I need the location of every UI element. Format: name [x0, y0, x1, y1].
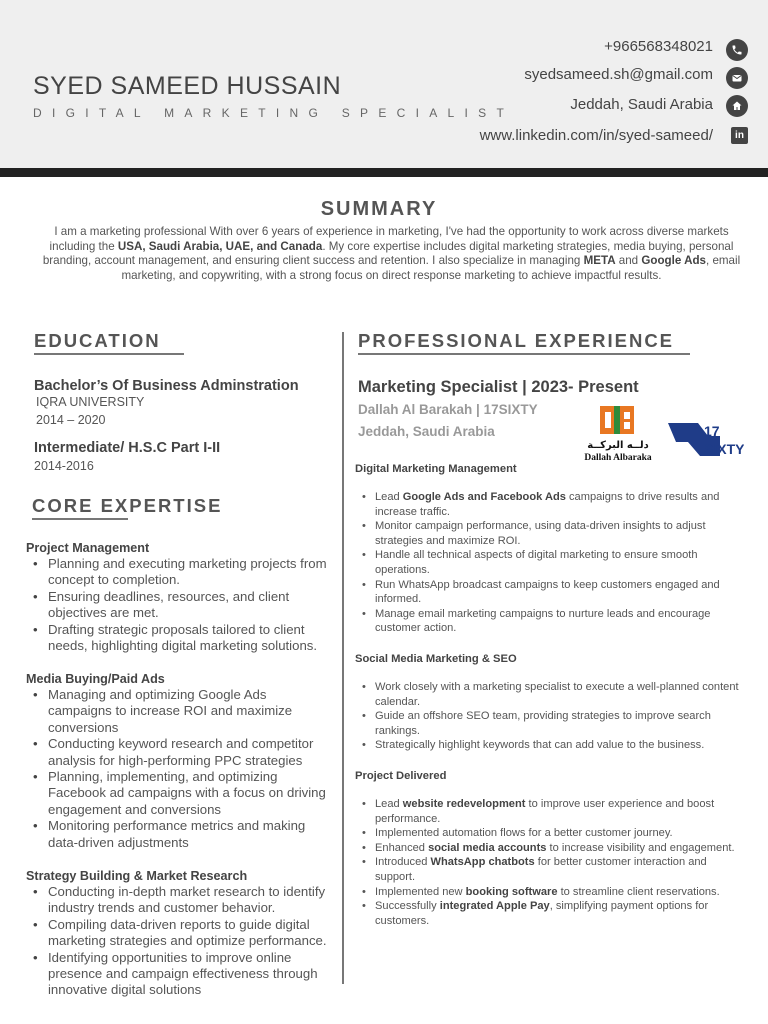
core-expertise-underline — [32, 518, 128, 520]
candidate-name: SYED SAMEED HUSSAIN — [33, 72, 342, 100]
degree-years: 2014 – 2020 — [36, 413, 106, 427]
list-item: • Drafting strategic proposals tailored to client needs, highlighting digital marketing solutions. — [48, 622, 330, 655]
degree-bachelor: Bachelor’s Of Business Adminstration — [34, 378, 299, 394]
list-item: • Handle all technical aspects of digital marketing to ensure smooth operations. — [375, 548, 745, 577]
experience-subheading: Social Media Marketing & SEO — [355, 653, 517, 665]
list-item: • Manage email marketing campaigns to nurture leads and encourage customer action. — [375, 607, 745, 636]
home-icon — [726, 95, 748, 117]
core-group-title: Project Management — [26, 541, 150, 555]
experience-section-projects — [355, 769, 745, 928]
column-divider — [342, 332, 344, 984]
core-group-title: Strategy Building & Market Research — [26, 869, 248, 883]
experience-list — [355, 490, 745, 636]
phone-icon — [726, 39, 748, 61]
list-item: • Successfully integrated Apple Pay, simplifying payment options for customers. — [375, 899, 745, 928]
core-group-project-management — [26, 540, 330, 654]
experience-subheading: Digital Marketing Management — [355, 463, 517, 475]
core-group-strategy — [26, 868, 330, 999]
list-item: • Managing and optimizing Google Ads campaigns to increase ROI and maximize conversions — [48, 687, 330, 736]
education-heading: EDUCATION — [34, 330, 161, 351]
logo-sixty-text: SIXTY — [704, 441, 744, 457]
list-item: • Planning, implementing, and optimizing Facebook ad campaigns with a focus on driving engagement and conversions — [48, 769, 330, 818]
list-item: • Monitor campaign performance, using data-driven insights to adjust strategies and maximize ROI. — [375, 519, 745, 548]
list-item: • Planning and executing marketing projects from concept to completion. — [48, 556, 330, 589]
list-item: • Lead Google Ads and Facebook Ads campaigns to drive results and increase traffic. — [375, 490, 745, 519]
list-item: • Compiling data-driven reports to guide digital marketing strategies and optimize performance. — [48, 917, 330, 950]
education-underline — [34, 353, 184, 355]
dallah-albaraka-logo — [573, 404, 663, 462]
logo-text: Dallah Albaraka — [584, 453, 652, 462]
17sixty-logo — [668, 420, 744, 458]
experience-section-digital — [355, 462, 745, 636]
phone-number[interactable]: +966568348021 — [604, 38, 713, 55]
list-item: • Conducting in-depth market research to identify industry trends and customer behavior. — [48, 884, 330, 917]
degree-intermediate: Intermediate/ H.S.C Part I-II — [34, 440, 221, 456]
experience-subheading: Project Delivered — [355, 770, 447, 782]
list-item: • Work closely with a marketing specialist to execute a well-planned content calendar. — [375, 680, 745, 709]
list-item: • Conducting keyword research and competitor analysis for high-performing PPC strategies — [48, 736, 330, 769]
list-item: • Run WhatsApp broadcast campaigns to keep customers engaged and informed. — [375, 578, 745, 607]
school-name: IQRA UNIVERSITY — [36, 395, 145, 409]
experience-underline — [358, 353, 690, 355]
list-item: • Identifying opportunities to improve online presence and campaign effectiveness through innovative digital solutions — [48, 950, 330, 999]
list-item: • Introduced WhatsApp chatbots for better customer interaction and support. — [375, 855, 745, 884]
job-title: Marketing Specialist | 2023- Present — [358, 378, 639, 396]
list-item: • Enhanced social media accounts to increase visibility and engagement. — [375, 841, 745, 856]
summary-heading: SUMMARY — [320, 198, 438, 220]
email-address[interactable]: syedsameed.sh@gmail.com — [524, 66, 713, 83]
mail-icon — [726, 67, 748, 89]
summary-paragraph: I am a marketing professional With over 6 years of experience in marketing, I've had the opportunity to work across diverse markets including the USA, Saudi Arabia, UAE, and Canada. My core expertise includes digital marketing strategies, media buying, personal branding, account management, and ensuring client success and retention. I also specialize in managing META and Google Ads, email marketing, and copywriting, with a strong focus on direct response marketing to achieve impactful results. — [42, 225, 741, 282]
logo-17-text: 17 — [704, 423, 720, 439]
linkedin-url[interactable]: www.linkedin.com/in/syed-sameed/ — [479, 127, 713, 144]
list-item: • Ensuring deadlines, resources, and client objectives are met. — [48, 589, 330, 622]
intermediate-years: 2014-2016 — [34, 459, 94, 473]
experience-section-social — [355, 652, 745, 753]
list-item: • Guide an offshore SEO team, providing strategies to improve search rankings. — [375, 709, 745, 738]
location: Jeddah, Saudi Arabia — [570, 96, 713, 113]
candidate-role: DIGITAL MARKETING SPECIALIST — [33, 106, 515, 120]
core-group-title: Media Buying/Paid Ads — [26, 672, 165, 686]
company-name: Dallah Al Barakah | 17SIXTY — [358, 402, 538, 417]
logo-arabic-text: دلــه البركــة — [587, 440, 649, 451]
list-item: • Monitoring performance metrics and making data-driven adjustments — [48, 818, 330, 851]
experience-heading: PROFESSIONAL EXPERIENCE — [358, 330, 675, 351]
job-location: Jeddah, Saudi Arabia — [358, 424, 495, 439]
linkedin-icon: in — [731, 127, 748, 144]
core-group-media-buying — [26, 671, 330, 851]
experience-list — [355, 797, 745, 928]
experience-list — [355, 680, 745, 753]
list-item: • Lead website redevelopment to improve user experience and boost performance. — [375, 797, 745, 826]
list-item: • Implemented new booking software to streamline client reservations. — [375, 885, 745, 900]
list-item: • Implemented automation flows for a better customer journey. — [375, 826, 745, 841]
core-expertise-heading: CORE EXPERTISE — [32, 495, 223, 516]
list-item: • Strategically highlight keywords that can add value to the business. — [375, 738, 745, 753]
header-divider-bar — [0, 168, 768, 177]
